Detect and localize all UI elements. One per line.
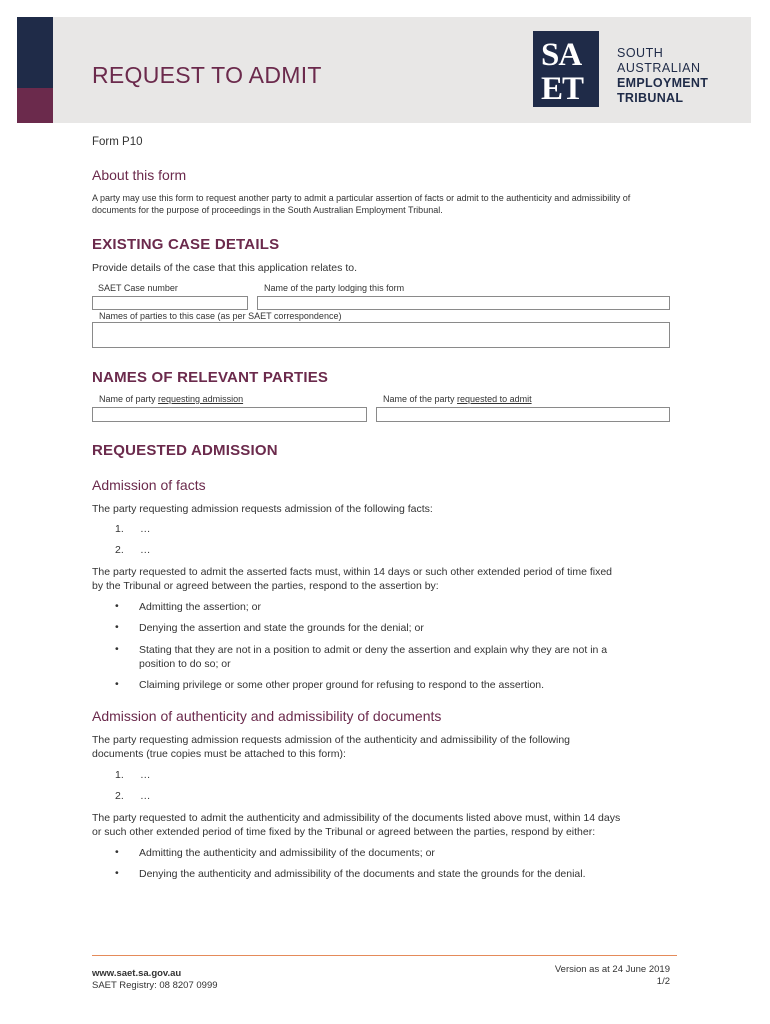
documents-intro-line-1: The party requesting admission requests admission of the authenticity and admissibility of the following (92, 734, 571, 746)
requested-party-label-underlined: requested to admit (457, 394, 532, 404)
requesting-party-label-prefix: Name of party (99, 394, 159, 404)
about-heading: About this form (92, 167, 187, 183)
logo-wordmark (617, 46, 708, 106)
documents-intro-line-2: documents (true copies must be attached to this form): (92, 748, 346, 760)
facts-bullet-2: Denying the assertion and state the grounds for the denial; or (139, 622, 424, 634)
parties-field[interactable] (92, 322, 670, 348)
facts-response-line-2: by the Tribunal or agreed between the parties, respond to the assertion by: (92, 580, 439, 592)
requested-party-label (383, 394, 532, 404)
footer-website-link[interactable]: www.saet.sa.gov.au (92, 968, 182, 979)
facts-bullet-4: Claiming privilege or some other proper ground for refusing to respond to the assertion. (139, 679, 545, 691)
documents-bullet-1: Admitting the authenticity and admissibility of the documents; or (139, 847, 435, 859)
case-number-field[interactable] (92, 296, 248, 310)
svg-text:SA: SA (541, 37, 582, 73)
documents-item-2-number: 2. (115, 790, 124, 802)
facts-response-line-1: The party requested to admit the asserted facts must, within 14 days or such other extended period of time fixed (92, 566, 613, 578)
requesting-party-label-underlined: requesting admission (158, 394, 244, 404)
svg-text:ET: ET (541, 71, 584, 107)
lodging-party-field[interactable] (257, 296, 670, 310)
logo-line-tribunal: TRIBUNAL (617, 91, 684, 105)
logo-line-employment: EMPLOYMENT (617, 76, 709, 90)
bullet-icon: • (115, 600, 119, 612)
documents-item-1-text: … (140, 769, 151, 781)
parties-label: Names of parties to this case (as per SAET correspondence) (99, 311, 342, 321)
logo-line-australian: AUSTRALIAN (617, 61, 701, 75)
existing-case-heading: EXISTING CASE DETAILS (92, 236, 280, 253)
requested-party-field[interactable] (376, 407, 670, 422)
lodging-party-label: Name of the party lodging this form (264, 283, 405, 293)
requested-party-label-prefix: Name of the party (383, 394, 458, 404)
documents-heading: Admission of authenticity and admissibility of documents (92, 708, 442, 724)
documents-response-line-2: or such other extended period of time fixed by the Tribunal or agreed between the parties, respond by either: (92, 826, 596, 838)
header-stripe-navy (17, 17, 53, 88)
documents-item-1-number: 1. (115, 769, 124, 781)
documents-item-2-text: … (140, 790, 151, 802)
existing-case-intro: Provide details of the case that this application relates to. (92, 262, 357, 274)
facts-item-1-number: 1. (115, 523, 124, 535)
saet-logo-icon (533, 31, 599, 107)
footer-page-number: 1/2 (656, 976, 670, 987)
facts-bullet-3-line-1: Stating that they are not in a position to admit or deny the assertion and explain why they are not in a (139, 644, 608, 656)
page-title: REQUEST TO ADMIT (92, 62, 322, 88)
documents-bullet-2: Denying the authenticity and admissibility of the documents and state the grounds for the denial. (139, 868, 586, 880)
relevant-parties-heading: NAMES OF RELEVANT PARTIES (92, 369, 329, 386)
header-stripe-maroon (17, 88, 53, 123)
bullet-icon: • (115, 867, 119, 879)
documents-response-line-1: The party requested to admit the authenticity and admissibility of the documents listed above must, within 14 days (92, 812, 621, 824)
facts-heading: Admission of facts (92, 477, 206, 493)
footer-registry: SAET Registry: 08 8207 0999 (92, 980, 218, 991)
bullet-icon: • (115, 678, 119, 690)
footer-version: Version as at 24 June 2019 (554, 964, 670, 975)
footer-divider (92, 955, 677, 956)
bullet-icon: • (115, 643, 119, 655)
facts-item-2-number: 2. (115, 544, 124, 556)
facts-item-2-text: … (140, 544, 151, 556)
facts-bullet-1: Admitting the assertion; or (139, 601, 261, 613)
facts-bullet-3-line-2: position to do so; or (139, 658, 231, 670)
bullet-icon: • (115, 621, 119, 633)
facts-item-1-text: … (140, 523, 151, 535)
requesting-party-field[interactable] (92, 407, 367, 422)
case-number-label: SAET Case number (98, 283, 178, 293)
requested-admission-heading: REQUESTED ADMISSION (92, 442, 278, 459)
form-number: Form P10 (92, 136, 143, 148)
logo-line-south: SOUTH (617, 46, 664, 60)
facts-intro: The party requesting admission requests admission of the following facts: (92, 503, 433, 515)
about-text: A party may use this form to request another party to admit a particular assertion of facts or admit to the authenticity and admissibility of documents for the purpose of proceedings in the South Australian Employment Tribunal. (92, 193, 631, 215)
bullet-icon: • (115, 846, 119, 858)
requesting-party-label (99, 394, 243, 404)
